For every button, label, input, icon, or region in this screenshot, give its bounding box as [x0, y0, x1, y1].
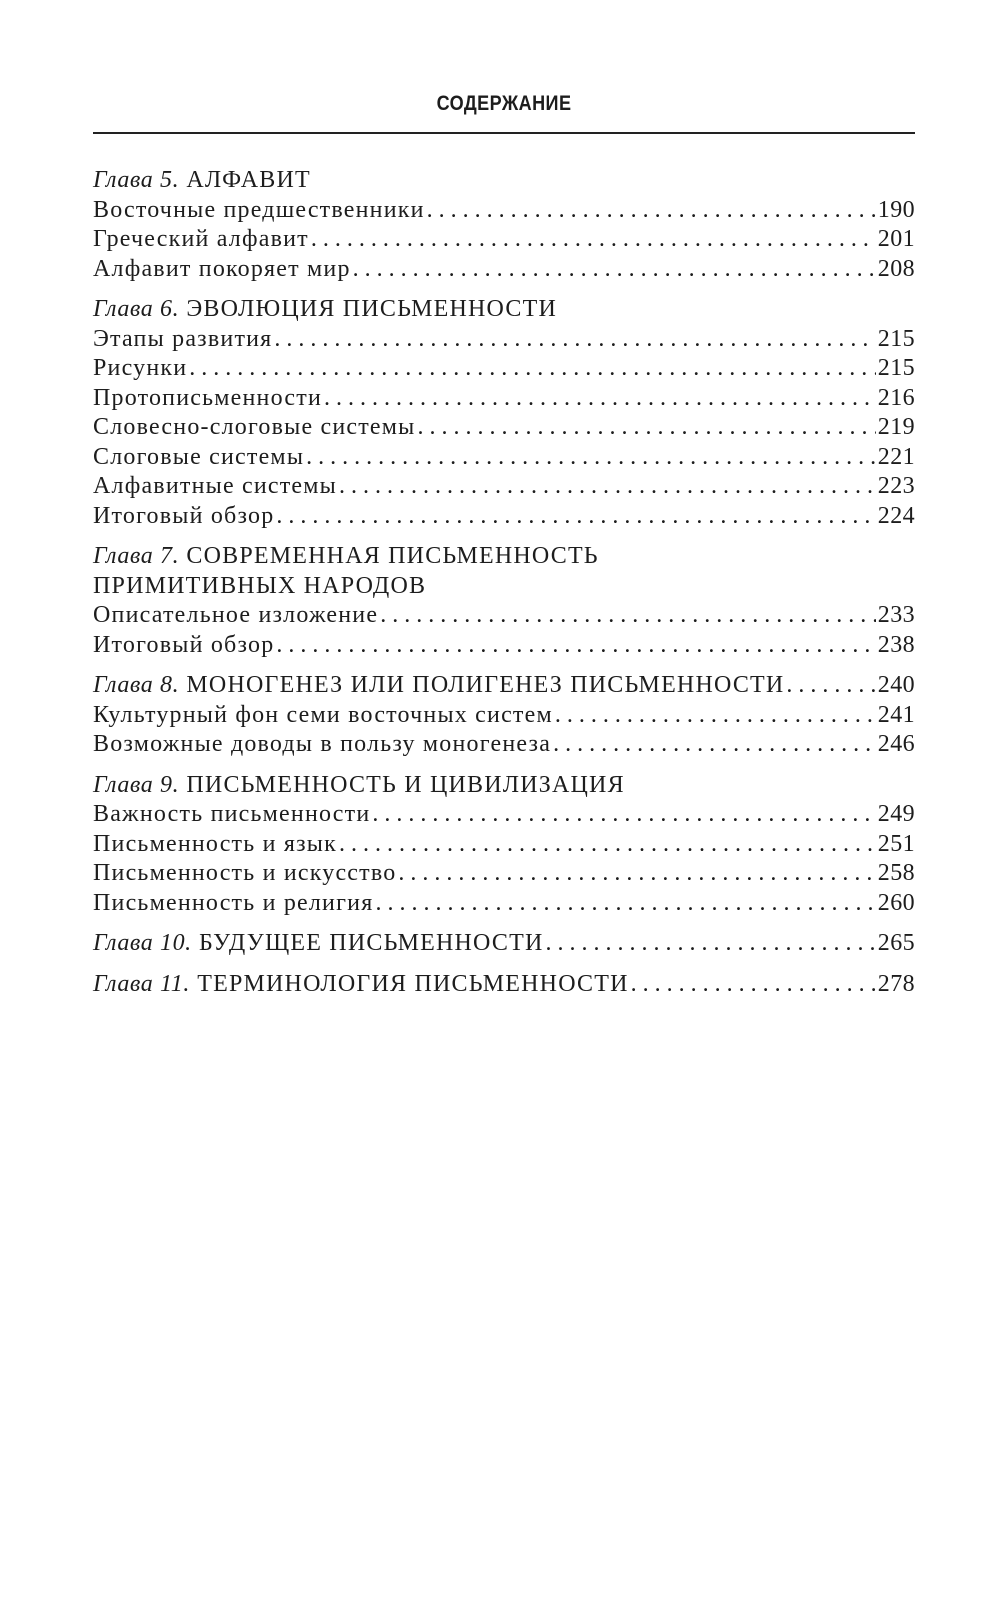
toc-entry — [93, 830, 915, 860]
dot-leader — [372, 800, 875, 830]
page-number: 278 — [877, 970, 915, 997]
chapter-heading-line — [93, 671, 915, 701]
toc-entry — [93, 701, 915, 731]
toc-entry — [93, 225, 915, 255]
toc-chapter — [93, 970, 915, 1000]
toc-entry — [93, 354, 915, 384]
page-number: 219 — [877, 414, 915, 440]
chapter-heading — [93, 929, 543, 959]
chapter-heading — [93, 970, 629, 1000]
toc-chapter — [93, 166, 915, 284]
page-number: 240 — [877, 672, 915, 698]
chapter-title: ЭВОЛЮЦИЯ ПИСЬМЕННОСТИ — [186, 296, 557, 322]
toc-entry — [93, 502, 915, 532]
toc-entry — [93, 443, 915, 473]
section-title: Культурный фон семи восточных систем — [93, 701, 553, 728]
dot-leader — [353, 255, 876, 285]
chapter-number: Глава 10. — [93, 930, 192, 956]
chapter-title: СОВРЕМЕННАЯ ПИСЬМЕННОСТЬ — [186, 543, 599, 569]
page-number: 241 — [877, 701, 915, 728]
chapter-heading-line — [93, 542, 915, 572]
toc-chapter — [93, 295, 915, 531]
page-number: 201 — [877, 226, 915, 252]
chapter-title: ПИСЬМЕННОСТЬ И ЦИВИЛИЗАЦИЯ — [186, 771, 625, 798]
section-title: Восточные предшественники — [93, 196, 425, 223]
dot-leader — [380, 601, 876, 631]
page-number: 249 — [877, 801, 915, 827]
toc-chapter — [93, 771, 915, 919]
section-title: Протописьменности — [93, 384, 322, 411]
chapter-heading — [93, 295, 557, 325]
chapter-title: АЛФАВИТ — [186, 167, 311, 193]
page-number: 224 — [877, 502, 915, 529]
toc-entry — [93, 384, 915, 414]
chapter-number: Глава 9. — [93, 771, 180, 798]
section-title: Слоговые системы — [93, 443, 305, 470]
dot-leader — [398, 859, 875, 889]
toc-entry — [93, 472, 915, 502]
page-number: 221 — [877, 443, 915, 470]
chapter-number: Глава 5. — [93, 167, 180, 193]
chapter-title: ТЕРМИНОЛОГИЯ ПИСЬМЕННОСТИ — [197, 970, 629, 997]
dot-leader — [339, 472, 876, 502]
section-title: Алфавит покоряет мир — [93, 255, 351, 282]
page-number: 251 — [877, 830, 915, 857]
dot-leader — [189, 354, 876, 384]
toc-entry — [93, 325, 915, 355]
chapter-heading-line — [93, 929, 915, 959]
table-of-contents — [93, 166, 915, 1010]
chapter-number: Глава 6. — [93, 296, 180, 322]
dot-leader — [339, 830, 876, 860]
page-number: 238 — [877, 631, 915, 658]
dot-leader — [311, 225, 876, 255]
page-number: 260 — [877, 889, 915, 916]
page-number: 233 — [877, 602, 915, 628]
toc-entry — [93, 859, 915, 889]
toc-chapter — [93, 671, 915, 760]
dot-leader — [324, 384, 876, 414]
chapter-title: МОНОГЕНЕЗ ИЛИ ПОЛИГЕНЕЗ ПИСЬМЕННОСТИ — [186, 672, 785, 698]
chapter-heading-line — [93, 295, 915, 325]
dot-leader — [306, 443, 876, 473]
dot-leader — [631, 970, 876, 1000]
toc-entry — [93, 255, 915, 285]
header-rule — [93, 132, 915, 134]
toc-chapter — [93, 542, 915, 660]
chapter-heading — [93, 771, 625, 801]
dot-leader — [553, 730, 876, 760]
section-title: Описательное изложение — [93, 602, 379, 628]
toc-entry — [93, 800, 915, 830]
section-title: Важность письменности — [93, 801, 371, 827]
dot-leader — [276, 631, 875, 661]
section-title: Итоговый обзор — [93, 502, 275, 529]
dot-leader — [274, 325, 875, 355]
dot-leader — [427, 196, 876, 226]
section-title: Письменность и религия — [93, 889, 374, 916]
page-number: 258 — [877, 860, 915, 886]
page-number: 216 — [877, 384, 915, 411]
chapter-heading-line — [93, 572, 915, 602]
toc-entry — [93, 631, 915, 661]
dot-leader — [418, 413, 876, 443]
chapter-title: ПРИМИТИВНЫХ НАРОДОВ — [93, 572, 427, 599]
section-title: Итоговый обзор — [93, 631, 275, 658]
page-number: 215 — [877, 355, 915, 381]
dot-leader — [375, 889, 875, 919]
dot-leader — [545, 929, 875, 959]
toc-entry — [93, 196, 915, 226]
chapter-number: Глава 7. — [93, 543, 180, 569]
section-title: Словесно-слоговые системы — [93, 414, 416, 440]
toc-entry — [93, 413, 915, 443]
section-title: Возможные доводы в пользу моногенеза — [93, 731, 552, 757]
dot-leader — [276, 502, 875, 532]
chapter-heading — [93, 671, 784, 701]
section-title: Алфавитные системы — [93, 473, 337, 499]
chapter-heading — [93, 166, 311, 196]
chapter-number: Глава 11. — [93, 970, 191, 997]
chapter-heading-line — [93, 166, 915, 196]
section-title: Письменность и искусство — [93, 860, 397, 886]
page-number: 190 — [877, 196, 915, 223]
chapter-heading-line — [93, 771, 915, 801]
section-title: Греческий алфавит — [93, 226, 309, 252]
page-number: 246 — [877, 731, 915, 757]
chapter-title: БУДУЩЕЕ ПИСЬМЕННОСТИ — [199, 930, 544, 956]
toc-entry — [93, 889, 915, 919]
chapter-number: Глава 8. — [93, 672, 180, 698]
toc-entry — [93, 730, 915, 760]
chapter-heading-line — [93, 970, 915, 1000]
page-number: 208 — [877, 255, 915, 282]
page-number: 223 — [877, 473, 915, 499]
section-title: Этапы развития — [93, 325, 273, 352]
page-number: 215 — [877, 325, 915, 352]
dot-leader — [555, 701, 876, 731]
chapter-heading — [93, 542, 599, 572]
toc-chapter — [93, 929, 915, 959]
page-number: 265 — [877, 930, 915, 956]
toc-entry — [93, 601, 915, 631]
section-title: Письменность и язык — [93, 830, 337, 857]
page-title: СОДЕРЖАНИЕ — [436, 92, 572, 115]
dot-leader — [786, 671, 875, 701]
section-title: Рисунки — [93, 355, 188, 381]
chapter-heading — [93, 572, 426, 602]
